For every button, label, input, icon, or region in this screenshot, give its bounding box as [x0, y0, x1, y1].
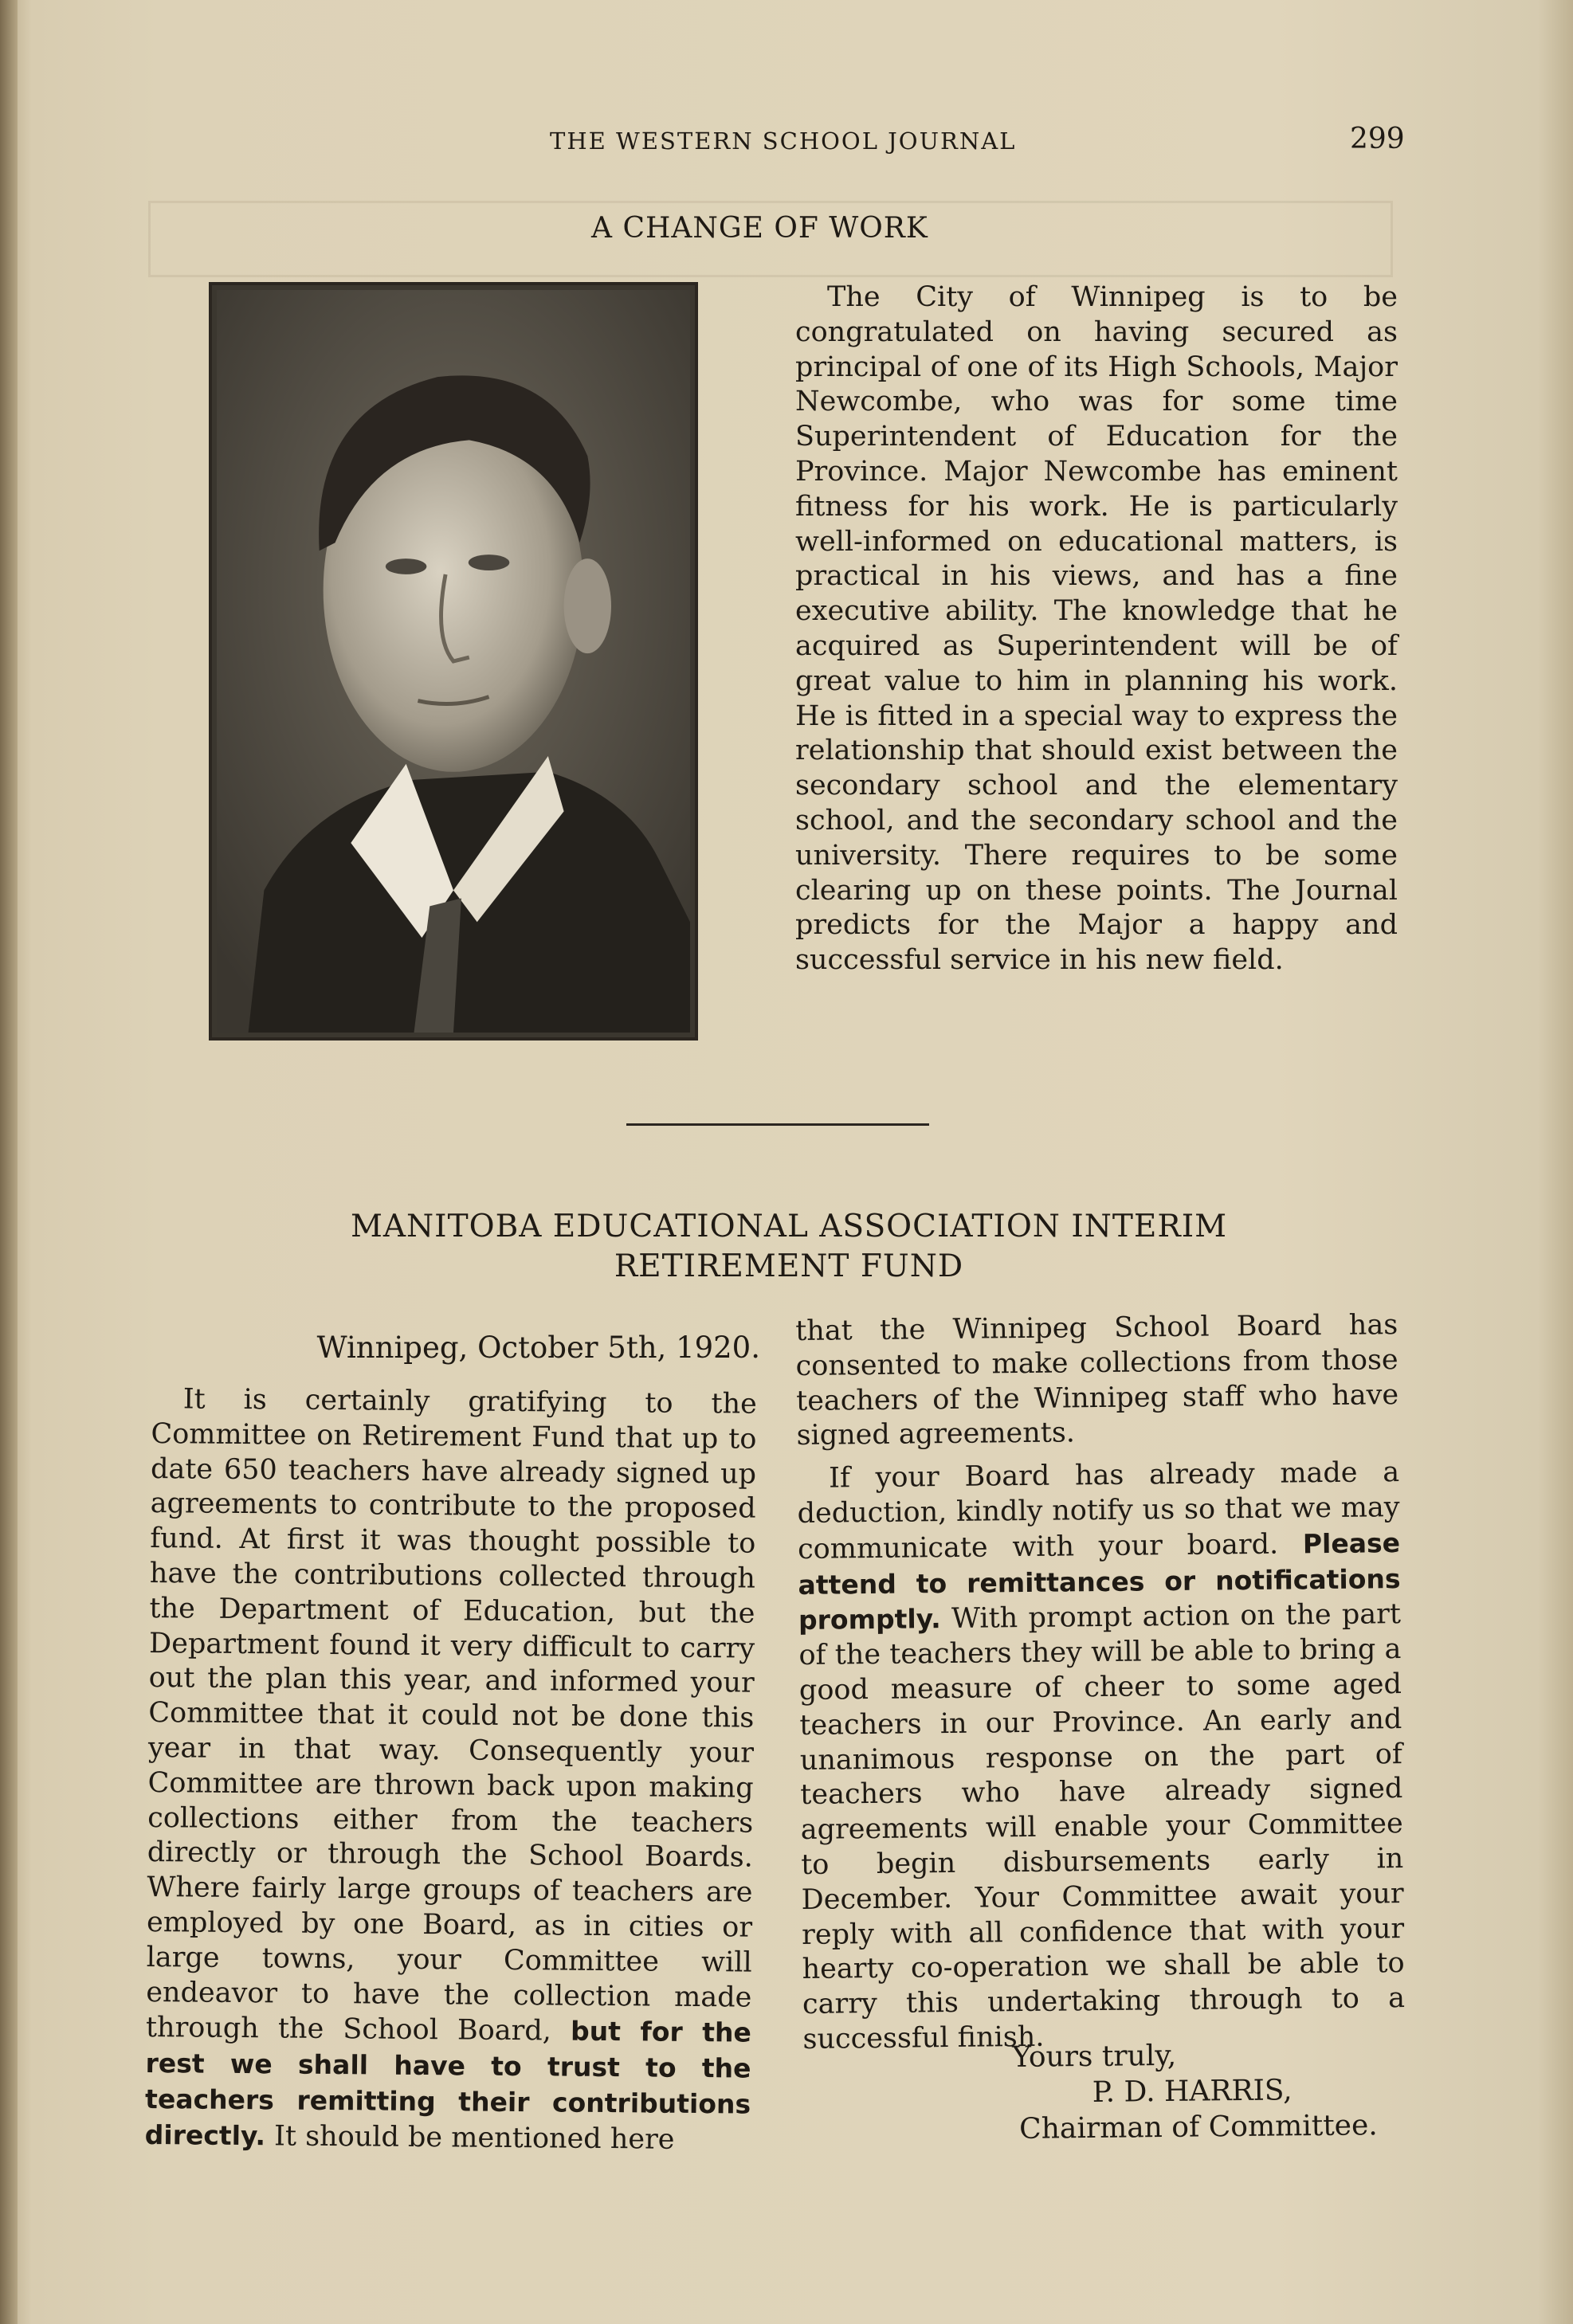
article2-paragraph-1	[145, 1382, 757, 2158]
article2-paragraph-1-continued: that the Winnipeg School Board has consented to make collections from those teachers of the Winnipeg staff who have signed agreements.	[795, 1309, 1399, 1452]
dateline: Winnipeg, October 5th, 1920.	[316, 1331, 760, 1365]
article2-title-line2: RETIREMENT FUND	[614, 1248, 964, 1284]
article-title-retirement-fund	[239, 1207, 1339, 1287]
journal-title: THE WESTERN SCHOOL JOURNAL	[550, 127, 1017, 155]
p2-rest-text: With prompt action on the part of the teachers they will be able to bring a good measure of cheer to some aged teachers in our Province. An early and unanimous response on the part of teachers who have already signed agreements will enable your Committee to begin disbursements early in December. Your Committee await your reply with all confidence that with your hearty co-operation we shall be able to carry this undertaking through to a successful finish.	[798, 1598, 1406, 2056]
signature-title: Chairman of Committee.	[1018, 2109, 1378, 2146]
article1-body	[795, 280, 1398, 986]
article2-paragraph-2	[797, 1456, 1406, 2057]
p1-tail-text: It should be mentioned here	[273, 2120, 675, 2156]
article2-left-column	[144, 1382, 757, 2166]
portrait-image	[217, 290, 690, 1033]
closing: Yours truly,	[1012, 2039, 1177, 2074]
page-number: 299	[1350, 123, 1405, 155]
p2-bold-text: Please attend to remittances or notifications promptly.	[798, 1526, 1401, 1636]
letter-signoff	[1012, 2036, 1411, 2147]
section-divider	[626, 1123, 929, 1126]
portrait-photo	[209, 282, 698, 1041]
running-header	[0, 123, 1573, 159]
article2-title-line1: MANITOBA EDUCATIONAL ASSOCIATION INTERIM	[350, 1209, 1228, 1244]
book-spine-shadow	[0, 0, 18, 2324]
article1-paragraph: The City of Winnipeg is to be congratulated on having secured as principal of one of its High Schools, Major Newcombe, who was for some time Superintendent of Education for the Province. Major Newcombe has eminent fitness for his work. He is particularly well-informed on educational matters, is practical in his views, and has a fine executive ability. The knowledge that he acquired as Superintendent will be of great value to him in planning his work. He is fitted in a special way to express the relationship that should exist between the secondary school and the elementary school, and the secondary school and the university. There requires to be some clearing up on these points. The Journal predicts for the Major a happy and successful service in his new field.	[795, 281, 1398, 977]
signature-name: P. D. HARRIS,	[1092, 2074, 1293, 2109]
p1-bold-text: but for the rest we shall have to trust to the teachers remitting their contributions directly.	[144, 2015, 752, 2152]
article-title-change-of-work: A CHANGE OF WORK	[591, 212, 928, 245]
article2-right-column	[795, 1308, 1406, 2066]
p1-text: It is certainly gratifying to the Committee on Retirement Fund that up to date 650 teachers have already signed up agreements to contribute to the proposed fund. At first it was thought possible to have the contributions collected through the Department of Education, but the Department found it very difficult to carry out the plan this year, and informed your Committee that it could not be done this year in that way. Consequently your Committee are thrown back upon making collections either from the teachers directly or through the School Boards. Where fairly large groups of teachers are employed by one Board, as in cities or large towns, your Committee will endeavor to have the collection made through the School Board,	[145, 1383, 757, 2048]
p2-start-text: If your Board has already made a deduction, kindly notify us so that we may communicate with your board.	[797, 1456, 1400, 1566]
